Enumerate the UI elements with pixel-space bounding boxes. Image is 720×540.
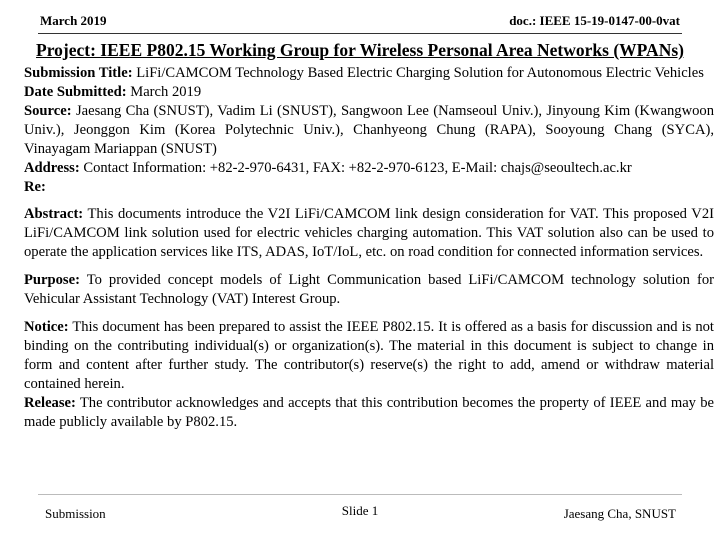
submission-title-value: LiFi/CAMCOM Technology Based Electric Charging Solution for Autonomous Electric Vehicles [136, 65, 704, 81]
footer-submission: Submission [45, 506, 106, 521]
header-divider [38, 33, 682, 34]
date-submitted-field [24, 83, 714, 102]
notice-label: Notice: [24, 319, 69, 335]
notice-field [24, 318, 714, 394]
slide-number: Slide 1 [341, 503, 379, 518]
re-field [24, 178, 714, 197]
release-field [24, 394, 714, 432]
date-submitted-label: Date Submitted: [24, 84, 127, 100]
document-body [24, 64, 714, 432]
footer-divider [38, 494, 682, 495]
source-label: Source: [24, 103, 72, 119]
footer-author: Jaesang Cha, SNUST [563, 506, 676, 521]
date-submitted-value: March 2019 [130, 84, 202, 100]
notice-value: This document has been prepared to assist the IEEE P802.15. It is offered as a basis for discussion and is not binding on the contributing individual(s) or organization(s). The material in this document is subject to change in form and content after further study. The contributor(s) reserve(s) the right to add, amend or withdraw material contained herein. [24, 319, 714, 392]
page-title: Project: IEEE P802.15 Working Group for Wireless Personal Area Networks (WPANs) [36, 40, 684, 60]
purpose-value: To provided concept models of Light Communication based LiFi/CAMCOM technology solution for Vehicular Assistant Technology (VAT) Interest Group. [24, 272, 714, 307]
abstract-value: This documents introduce the V2I LiFi/CAMCOM link design consideration for VAT. This proposed V2I LiFi/CAMCOM link solution used for electric vehicles charging automation. This VAT solution also can be used to operate the application services like ITS, ADAS, IoT/IoL, etc. on road condition for connected information services. [24, 206, 714, 260]
abstract-field [24, 205, 714, 262]
header-date: March 2019 [40, 13, 107, 28]
address-field [24, 159, 714, 178]
source-field [24, 102, 714, 159]
purpose-field [24, 271, 714, 309]
abstract-label: Abstract: [24, 206, 84, 222]
source-value: Jaesang Cha (SNUST), Vadim Li (SNUST), Sangwoon Lee (Namseoul Univ.), Jinyoung Kim (Kwangwoon Univ.), Jeonggon Kim (Korea Polytechnic Univ.), Chanhyeong Chung (RAPA), Sooyoung Chang (SYCA), Vinayagam Mariappan (SNUST) [24, 103, 715, 157]
address-value: Contact Information: +82-2-970-6431, FAX: +82-2-970-6123, E-Mail: chajs@seoultech.ac.kr [83, 160, 632, 176]
header-doc-id: doc.: IEEE 15-19-0147-00-0vat [509, 13, 680, 28]
submission-title-field [24, 64, 714, 83]
address-label: Address: [24, 160, 80, 176]
release-value: The contributor acknowledges and accepts that this contribution becomes the property of IEEE and may be made publicly available by P802.15. [24, 395, 714, 430]
release-label: Release: [24, 395, 76, 411]
re-label: Re: [24, 179, 46, 195]
submission-title-label: Submission Title: [24, 65, 133, 81]
purpose-label: Purpose: [24, 272, 80, 288]
